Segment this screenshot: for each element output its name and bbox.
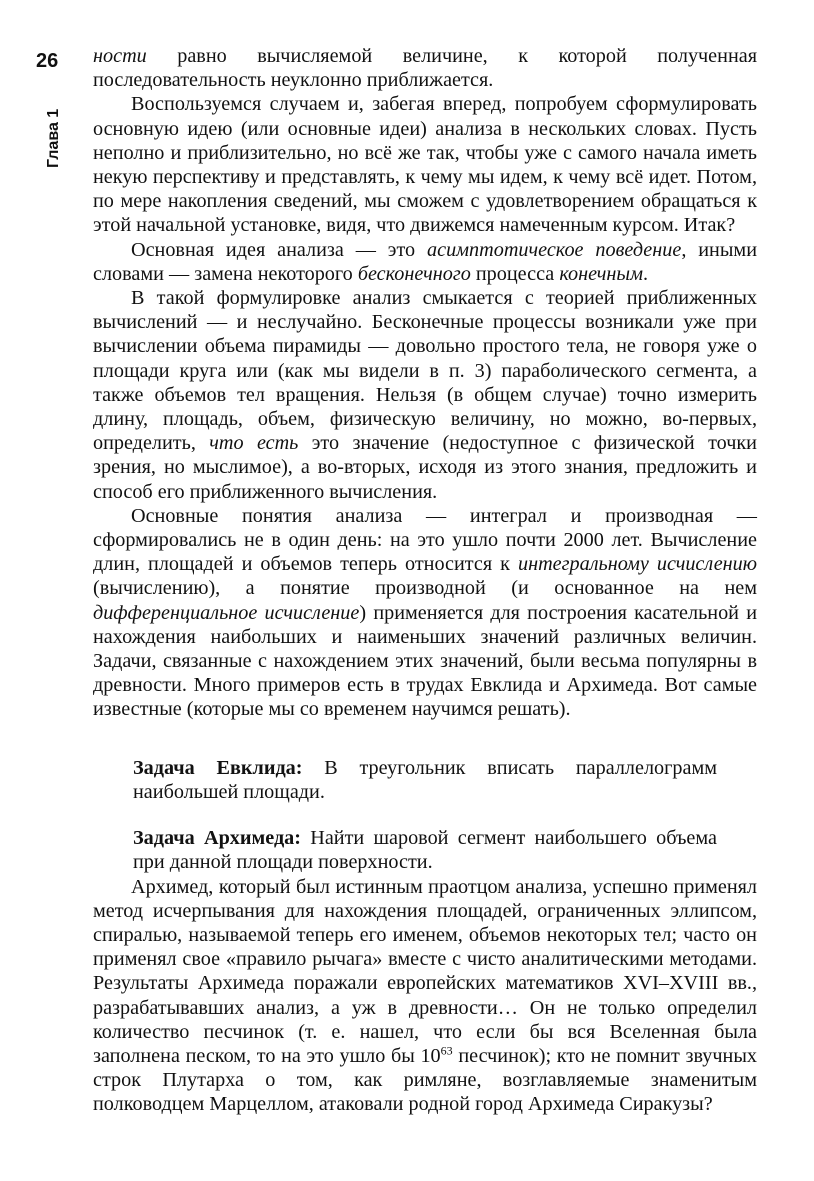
italic-fragment: конечным (559, 262, 643, 285)
page-number: 26 (36, 50, 59, 72)
italic-fragment: дифференциальное исчисление (93, 601, 360, 624)
paragraph-continuation (93, 44, 757, 92)
task-text: В треугольник вписать параллелограмм наибольшей площади. (133, 756, 717, 803)
task-label: Задача Евклида: (133, 756, 303, 779)
text-fragment: . (643, 262, 649, 285)
task-label: Задача Архимеда: (133, 827, 301, 850)
body-text (93, 44, 757, 1117)
text-fragment: , иными словами — замена некоторого (93, 238, 758, 285)
paragraph-intro: Воспользуемся случаем и, забегая вперед, попробуем сформулировать основную идею (или основные идеи) анализа в нескольких словах. Пусть неполно и приблизительно, но всё же так, чтобы уже с самого начала иметь некую перспективу и представлять, к чему мы идем, к чему всё идет. Потом, по мере накопления сведений, мы сможем с удовлетворением обращаться к этой начальной установке, видя, что движемся намеченным курсом. Итак? (93, 93, 757, 237)
italic-fragment: ности (93, 45, 147, 67)
text-fragment: процесса (470, 262, 560, 285)
italic-fragment: что есть (209, 432, 299, 455)
paragraph-archimedes (93, 875, 757, 1117)
text-fragment: равно вычисляемой величине, к которой полученная последовательность неуклонно приближается. (93, 45, 757, 92)
text-fragment: (вычислению), а понятие производной (и основанное на нем (93, 577, 757, 600)
italic-fragment: интегральному исчислению (518, 553, 757, 576)
text-fragment: Архимед, который был истинным праотцом анализа, успешно применял метод исчерпывания для нахождения площадей, ограниченных эллипсом, спиралью, называемой теперь его именем, объемов некоторых тел; часто он применял свое «правило рычага» вместе с чисто аналитическими методами. Результаты Архимеда поражали европейских математиков XVI–XVIII вв., разрабатывавших анализ, а уж в древности… Он не только определил количество песчинок (т. е. нашел, что если бы вся Вселенная была заполнена песком, то на это ушло бы 10 (93, 875, 757, 1067)
text-fragment: это значение (недоступное с физической точки зрения, но мыслимое), а во-вторых, исходя из этого знания, предложить и способ его приближенного вычисления. (93, 432, 757, 503)
paragraph-main-idea (93, 238, 757, 286)
task-archimedes (133, 826, 717, 874)
text-fragment: Основные понятия анализа — интеграл и производная — сформировались не в один день: на это ушло почти 2000 лет. Вычисление длин, площадей и объемов теперь относится к (93, 504, 757, 576)
italic-fragment: бесконечного (357, 262, 471, 285)
task-euclid (133, 756, 717, 804)
task-block (133, 756, 717, 875)
text-fragment: ) применяется для построения касательной и нахождения наибольших и наименьших значений различных величин. Задачи, связанные с нахождением этих значений, были весьма популярны в древности. Много примеров есть в трудах Евклида и Архимеда. Вот самые известные (которые мы со временем научимся решать). (93, 601, 757, 721)
italic-fragment: асимптотическое поведение (427, 238, 682, 261)
chapter-tab: Глава 1 (45, 108, 62, 168)
paragraph-approximation (93, 286, 757, 504)
text-fragment: песчинок); кто не помнит звучных строк Плутарха о том, как римляне, возглавляемые знаменитым полководцем Марцеллом, атаковали родной город Архимеда Сиракузы? (93, 1044, 757, 1116)
paragraph-concepts (93, 504, 757, 722)
task-text: Найти шаровой сегмент наибольшего объема при данной площади поверхности. (133, 827, 717, 874)
text-fragment: В такой формулировке анализ смыкается с теорией приближенных вычислений — и неслучайно. Бесконечные процессы возникали уже при вычислении объема пирамиды — довольно простого тела, не говоря уже о площади круга или (как мы видели в п. 3) параболического сегмента, а также объемов тел вращения. Нельзя (в общем случае) точно измерить длину, площадь, объем, физическую величину, но можно, во-первых, определить, (93, 287, 757, 455)
text-fragment: Основная идея анализа — это (131, 238, 428, 261)
exponent: 63 (440, 1043, 453, 1058)
